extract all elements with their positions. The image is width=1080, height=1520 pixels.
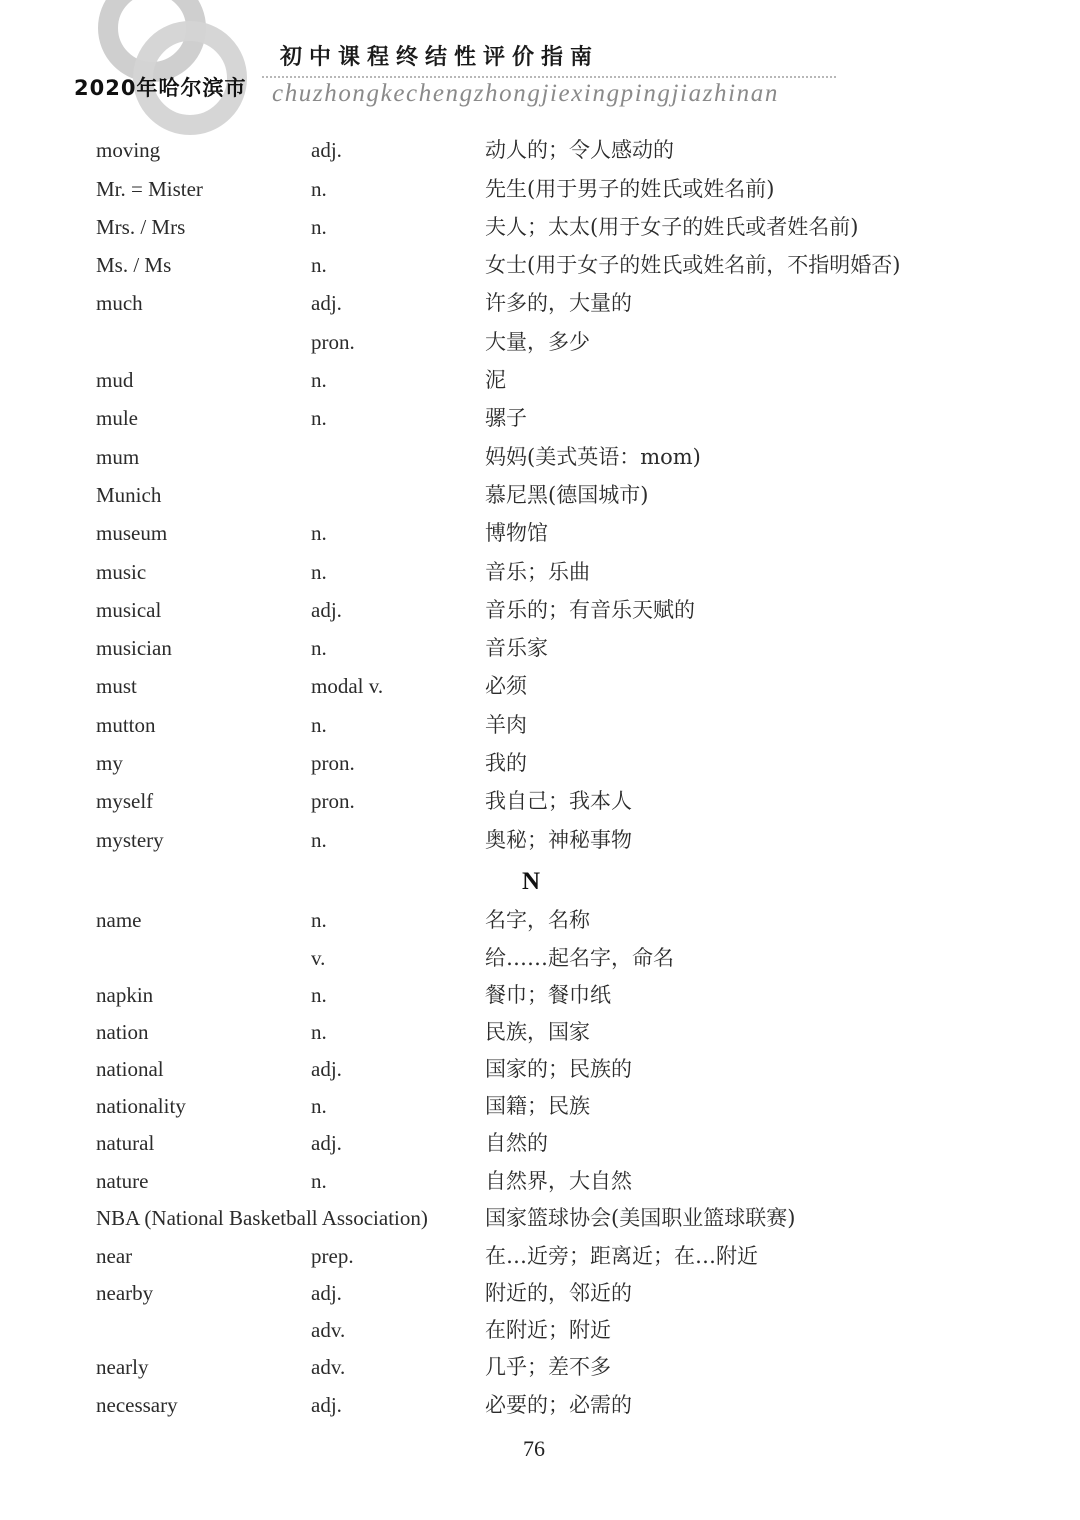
entry-meaning: 博物馆	[485, 521, 548, 545]
vocab-entry	[0, 633, 1080, 663]
entry-meaning: 泥	[485, 368, 506, 392]
entry-part-of-speech: pron.	[311, 789, 355, 813]
vocab-entry	[0, 327, 1080, 357]
vocab-entry	[0, 786, 1080, 816]
entry-meaning: 国家的；民族的	[485, 1057, 632, 1081]
entry-meaning: 妈妈(美式英语：mom)	[485, 445, 701, 469]
entry-meaning: 奥秘；神秘事物	[485, 828, 632, 852]
entry-meaning: 夫人；太太(用于女子的姓氏或者姓名前)	[485, 215, 859, 239]
entry-word: music	[96, 560, 147, 584]
entry-part-of-speech: adj.	[311, 1057, 342, 1081]
entry-word: national	[96, 1057, 164, 1081]
entry-word: mystery	[96, 828, 164, 852]
entry-meaning: 国籍；民族	[485, 1094, 590, 1118]
vocab-entry	[0, 480, 1080, 510]
entry-part-of-speech: adj.	[311, 291, 342, 315]
entry-part-of-speech: n.	[311, 636, 327, 660]
vocab-entry	[0, 1352, 1080, 1382]
entry-word: museum	[96, 521, 168, 545]
entry-part-of-speech: n.	[311, 521, 327, 545]
entry-part-of-speech: n.	[311, 560, 327, 584]
vocab-entry	[0, 1054, 1080, 1084]
entry-meaning: 慕尼黑(德国城市)	[485, 483, 649, 507]
entry-part-of-speech: n.	[311, 1094, 327, 1118]
entry-meaning: 在…近旁；距离近；在…附近	[485, 1244, 758, 1268]
entry-part-of-speech: n.	[311, 908, 327, 932]
vocab-entry	[0, 518, 1080, 548]
entry-word: moving	[96, 138, 161, 162]
entry-part-of-speech: adj.	[311, 138, 342, 162]
entry-word: natural	[96, 1131, 155, 1155]
entry-meaning: 名字，名称	[485, 908, 590, 932]
entry-meaning: 给……起名字，命名	[485, 946, 674, 970]
entry-meaning: 骡子	[485, 406, 527, 430]
entry-meaning: 必须	[485, 674, 527, 698]
entry-meaning: 动人的；令人感动的	[485, 138, 674, 162]
vocab-entry	[0, 1128, 1080, 1158]
entry-word: nearly	[96, 1355, 149, 1379]
entry-meaning: 我的	[485, 751, 527, 775]
entry-word: Mrs. / Mrs	[96, 215, 186, 239]
entry-word: must	[96, 674, 137, 698]
vocab-entry	[0, 250, 1080, 280]
vocab-entry	[0, 671, 1080, 701]
vocab-entry	[0, 943, 1080, 973]
entry-word: musician	[96, 636, 172, 660]
entry-meaning: 几乎；差不多	[485, 1355, 611, 1379]
entry-part-of-speech: modal v.	[311, 674, 384, 698]
entry-word: napkin	[96, 983, 154, 1007]
vocab-entry	[0, 174, 1080, 204]
vocab-entry	[0, 1315, 1080, 1345]
book-title-pinyin: chuzhongkechengzhongjiexingpingjiazhinan	[272, 80, 779, 107]
entry-word: much	[96, 291, 143, 315]
entry-meaning: 自然的	[485, 1131, 548, 1155]
entry-meaning: 女士(用于女子的姓氏或姓名前，不指明婚否)	[485, 253, 901, 277]
entry-part-of-speech: n.	[311, 1169, 327, 1193]
entry-part-of-speech: adv.	[311, 1355, 346, 1379]
entry-meaning: 音乐家	[485, 636, 548, 660]
entry-part-of-speech: prep.	[311, 1244, 354, 1268]
entry-meaning: 民族，国家	[485, 1020, 590, 1044]
vocab-entry	[0, 1278, 1080, 1308]
entry-part-of-speech: n.	[311, 368, 327, 392]
entry-part-of-speech: adj.	[311, 1393, 342, 1417]
vocab-entry	[0, 825, 1080, 855]
section-letter-heading: N	[522, 868, 541, 895]
entry-part-of-speech: v.	[311, 946, 326, 970]
entry-part-of-speech: pron.	[311, 751, 355, 775]
entry-meaning: 大量，多少	[485, 330, 590, 354]
entry-part-of-speech: n.	[311, 828, 327, 852]
entry-part-of-speech: n.	[311, 406, 327, 430]
entry-meaning: 羊肉	[485, 713, 527, 737]
entry-part-of-speech: adj.	[311, 1281, 342, 1305]
entry-word: mutton	[96, 713, 156, 737]
vocab-entry	[0, 595, 1080, 625]
vocab-entry	[0, 557, 1080, 587]
entry-meaning: 国家篮球协会(美国职业篮球联赛)	[485, 1206, 796, 1230]
vocab-entry	[0, 135, 1080, 165]
vocab-entry	[0, 905, 1080, 935]
vocab-entry	[0, 212, 1080, 242]
entry-word: necessary	[96, 1393, 178, 1417]
entry-meaning: 餐巾；餐巾纸	[485, 983, 611, 1007]
entry-word: my	[96, 751, 123, 775]
entry-word: NBA (National Basketball Association)	[96, 1206, 428, 1230]
entry-word: Mr. = Mister	[96, 177, 203, 201]
entry-part-of-speech: n.	[311, 215, 327, 239]
vocab-entry	[0, 1017, 1080, 1047]
entry-word: musical	[96, 598, 162, 622]
entry-part-of-speech: adj.	[311, 1131, 342, 1155]
vocab-entry	[0, 710, 1080, 740]
entry-part-of-speech: n.	[311, 177, 327, 201]
vocab-entry	[0, 1091, 1080, 1121]
vocab-entry	[0, 1390, 1080, 1420]
entry-meaning: 先生(用于男子的姓氏或姓名前)	[485, 177, 775, 201]
entry-meaning: 附近的，邻近的	[485, 1281, 632, 1305]
entry-word: mud	[96, 368, 134, 392]
entry-word: near	[96, 1244, 133, 1268]
entry-word: Munich	[96, 483, 162, 507]
entry-part-of-speech: pron.	[311, 330, 355, 354]
entry-part-of-speech: n.	[311, 1020, 327, 1044]
entry-meaning: 我自己；我本人	[485, 789, 632, 813]
entry-word: name	[96, 908, 142, 932]
entry-meaning: 必要的；必需的	[485, 1393, 632, 1417]
entry-part-of-speech: n.	[311, 253, 327, 277]
entry-meaning: 自然界，大自然	[485, 1169, 632, 1193]
entry-part-of-speech: adv.	[311, 1318, 346, 1342]
entry-word: mule	[96, 406, 138, 430]
entry-word: Ms. / Ms	[96, 253, 172, 277]
vocab-entry	[0, 980, 1080, 1010]
entry-part-of-speech: n.	[311, 983, 327, 1007]
vocab-entry	[0, 442, 1080, 472]
entry-meaning: 音乐的；有音乐天赋的	[485, 598, 695, 622]
vocab-entry	[0, 403, 1080, 433]
page-number: 76	[523, 1436, 545, 1461]
edition-label: 2020年哈尔滨市	[74, 76, 247, 100]
vocab-entry	[0, 288, 1080, 318]
entry-word: nearby	[96, 1281, 154, 1305]
book-title: 初中课程终结性评价指南	[280, 45, 600, 70]
entry-part-of-speech: adj.	[311, 598, 342, 622]
vocab-entry	[0, 365, 1080, 395]
vocab-entry	[0, 1166, 1080, 1196]
entry-word: nationality	[96, 1094, 186, 1118]
vocab-entry	[0, 1203, 1080, 1233]
vocab-entry	[0, 1241, 1080, 1271]
entry-meaning: 许多的，大量的	[485, 291, 632, 315]
entry-word: myself	[96, 789, 154, 813]
entry-meaning: 音乐；乐曲	[485, 560, 590, 584]
entry-meaning: 在附近；附近	[485, 1318, 611, 1342]
entry-word: mum	[96, 445, 140, 469]
entry-word: nature	[96, 1169, 149, 1193]
entry-part-of-speech: n.	[311, 713, 327, 737]
entry-word: nation	[96, 1020, 149, 1044]
vocab-entry	[0, 748, 1080, 778]
